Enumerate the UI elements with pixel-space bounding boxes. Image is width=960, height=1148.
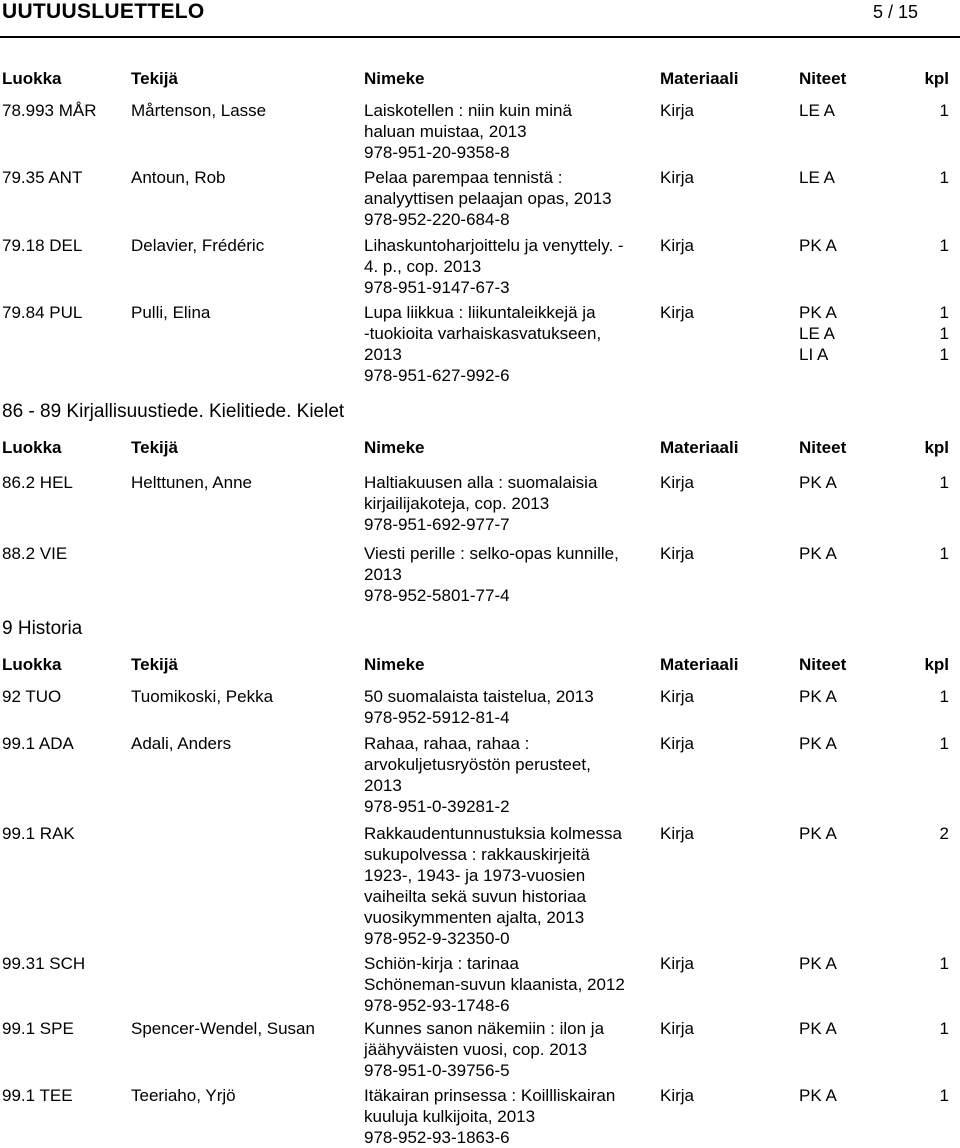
copies-location: PK A	[799, 1086, 837, 1105]
column-header-nimeke: Nimeke	[364, 438, 425, 457]
title-line: 978-952-5912-81-4	[364, 708, 510, 727]
copies-location: PK A	[799, 954, 837, 973]
title-line: 978-951-0-39756-5	[364, 1061, 510, 1080]
author: Adali, Anders	[131, 734, 232, 753]
title-line: Pelaa parempaa tennistä :	[364, 168, 563, 187]
title-line: 978-951-627-992-6	[364, 366, 510, 385]
copies-count: 1	[939, 1086, 949, 1105]
class-code: 99.1 ADA	[2, 734, 74, 753]
section-title: 86 - 89 Kirjallisuustiede. Kielitiede. Kielet	[2, 401, 345, 422]
material: Kirja	[660, 303, 695, 322]
copies-location: PK A	[799, 824, 837, 843]
title-line: 978-951-9147-67-3	[364, 278, 510, 297]
title-line: 978-952-220-684-8	[364, 210, 510, 229]
material: Kirja	[660, 1019, 695, 1038]
document-title: UUTUUSLUETTELO	[2, 0, 205, 23]
material: Kirja	[660, 1086, 695, 1105]
copies-count: 1	[939, 303, 949, 322]
column-header-tekija: Tekijä	[131, 655, 178, 674]
title-line: sukupolvessa : rakkauskirjeitä	[364, 845, 590, 864]
title-line: Kunnes sanon näkemiin : ilon ja	[364, 1019, 605, 1038]
class-code: 99.1 TEE	[2, 1086, 73, 1105]
copies-count: 1	[939, 544, 949, 563]
column-header-materiaali: Materiaali	[660, 438, 739, 457]
column-header-luokka: Luokka	[2, 438, 62, 457]
title-line: 50 suomalaista taistelua, 2013	[364, 687, 594, 706]
page-number: 5 / 15	[872, 2, 918, 22]
author: Antoun, Rob	[131, 168, 226, 187]
copies-location: PK A	[799, 303, 837, 322]
column-header-tekija: Tekijä	[131, 69, 178, 88]
copies-location: PK A	[799, 734, 837, 753]
copies-count: 1	[939, 954, 949, 973]
title-line: kuuluja kulkijoita, 2013	[364, 1107, 536, 1126]
column-header-kpl: kpl	[924, 655, 949, 674]
material: Kirja	[660, 168, 695, 187]
title-line: 978-952-5801-77-4	[364, 586, 510, 605]
column-header-nimeke: Nimeke	[364, 655, 425, 674]
copies-location: LE A	[799, 324, 835, 343]
author: Teeriaho, Yrjö	[131, 1086, 236, 1105]
title-line: kirjailijakoteja, cop. 2013	[364, 494, 550, 513]
page-header	[0, 0, 960, 36]
class-code: 86.2 HEL	[2, 473, 73, 492]
column-header-materiaali: Materiaali	[660, 69, 739, 88]
column-header-materiaali: Materiaali	[660, 655, 739, 674]
class-code: 99.31 SCH	[2, 954, 86, 973]
title-line: 978-951-692-977-7	[364, 515, 510, 534]
title-line: 2013	[364, 345, 402, 364]
material: Kirja	[660, 824, 695, 843]
class-code: 99.1 RAK	[2, 824, 75, 843]
title-line: -tuokioita varhaiskasvatukseen,	[364, 324, 602, 343]
author: Pulli, Elina	[131, 303, 211, 322]
copies-location: PK A	[799, 1019, 837, 1038]
column-header-niteet: Niteet	[799, 655, 847, 674]
title-line: 2013	[364, 565, 402, 584]
title-line: vuosikymmenten ajalta, 2013	[364, 908, 585, 927]
title-line: 978-952-9-32350-0	[364, 929, 510, 948]
material: Kirja	[660, 687, 695, 706]
class-code: 79.18 DEL	[2, 236, 83, 255]
section-title: 9 Historia	[2, 618, 83, 639]
copies-location: PK A	[799, 544, 837, 563]
title-line: 978-952-93-1863-6	[364, 1128, 510, 1147]
class-code: 78.993 MÅR	[2, 101, 97, 120]
title-line: analyyttisen pelaajan opas, 2013	[364, 189, 612, 208]
copies-location: LI A	[799, 345, 829, 364]
column-header-luokka: Luokka	[2, 655, 62, 674]
class-code: 99.1 SPE	[2, 1019, 74, 1038]
author: Spencer-Wendel, Susan	[131, 1019, 315, 1038]
column-header-kpl: kpl	[924, 438, 949, 457]
copies-count: 2	[939, 824, 949, 843]
copies-location: LE A	[799, 101, 835, 120]
title-line: Lihaskuntoharjoittelu ja venyttely. -	[364, 236, 624, 255]
material: Kirja	[660, 734, 695, 753]
class-code: 79.84 PUL	[2, 303, 83, 322]
title-line: Schiön-kirja : tarinaa	[364, 954, 519, 973]
copies-count: 1	[939, 236, 949, 255]
copies-location: PK A	[799, 236, 837, 255]
title-line: Laiskotellen : niin kuin minä	[364, 101, 572, 120]
copies-count: 1	[939, 734, 949, 753]
title-line: vaiheilta sekä suvun historiaa	[364, 887, 587, 906]
column-header-kpl: kpl	[924, 69, 949, 88]
column-header-niteet: Niteet	[799, 69, 847, 88]
column-header-tekija: Tekijä	[131, 438, 178, 457]
column-header-niteet: Niteet	[799, 438, 847, 457]
title-line: Schöneman-suvun klaanista, 2012	[364, 975, 625, 994]
copies-count: 1	[939, 1019, 949, 1038]
material: Kirja	[660, 954, 695, 973]
material: Kirja	[660, 101, 695, 120]
title-line: 2013	[364, 776, 402, 795]
author: Helttunen, Anne	[131, 473, 252, 492]
author: Delavier, Frédéric	[131, 236, 265, 255]
material: Kirja	[660, 544, 695, 563]
title-line: Lupa liikkua : liikuntaleikkejä ja	[364, 303, 596, 322]
material: Kirja	[660, 473, 695, 492]
title-line: Rakkaudentunnustuksia kolmessa	[364, 824, 622, 843]
class-code: 88.2 VIE	[2, 544, 68, 563]
material: Kirja	[660, 236, 695, 255]
copies-location: PK A	[799, 687, 837, 706]
copies-location: LE A	[799, 168, 835, 187]
title-line: Viesti perille : selko-opas kunnille,	[364, 544, 619, 563]
title-line: 978-951-20-9358-8	[364, 143, 510, 162]
header-divider	[0, 36, 960, 38]
title-line: 978-952-93-1748-6	[364, 996, 510, 1015]
copies-count: 1	[939, 101, 949, 120]
author: Mårtenson, Lasse	[131, 101, 267, 120]
copies-count: 1	[939, 324, 949, 343]
title-line: 4. p., cop. 2013	[364, 257, 482, 276]
copies-count: 1	[939, 168, 949, 187]
title-line: Itäkairan prinsessa : Koillliskairan	[364, 1086, 616, 1105]
author: Tuomikoski, Pekka	[131, 687, 274, 706]
title-line: Rahaa, rahaa, rahaa :	[364, 734, 530, 753]
copies-location: PK A	[799, 473, 837, 492]
title-line: Haltiakuusen alla : suomalaisia	[364, 473, 598, 492]
class-code: 79.35 ANT	[2, 168, 83, 187]
column-header-luokka: Luokka	[2, 69, 62, 88]
title-line: arvokuljetusryöstön perusteet,	[364, 755, 591, 774]
copies-count: 1	[939, 345, 949, 364]
class-code: 92 TUO	[2, 687, 62, 706]
title-line: 1923-, 1943- ja 1973-vuosien	[364, 866, 586, 885]
title-line: jäähyväisten vuosi, cop. 2013	[364, 1040, 588, 1059]
title-line: 978-951-0-39281-2	[364, 797, 510, 816]
column-header-nimeke: Nimeke	[364, 69, 425, 88]
title-line: haluan muistaa, 2013	[364, 122, 527, 141]
copies-count: 1	[939, 473, 949, 492]
copies-count: 1	[939, 687, 949, 706]
